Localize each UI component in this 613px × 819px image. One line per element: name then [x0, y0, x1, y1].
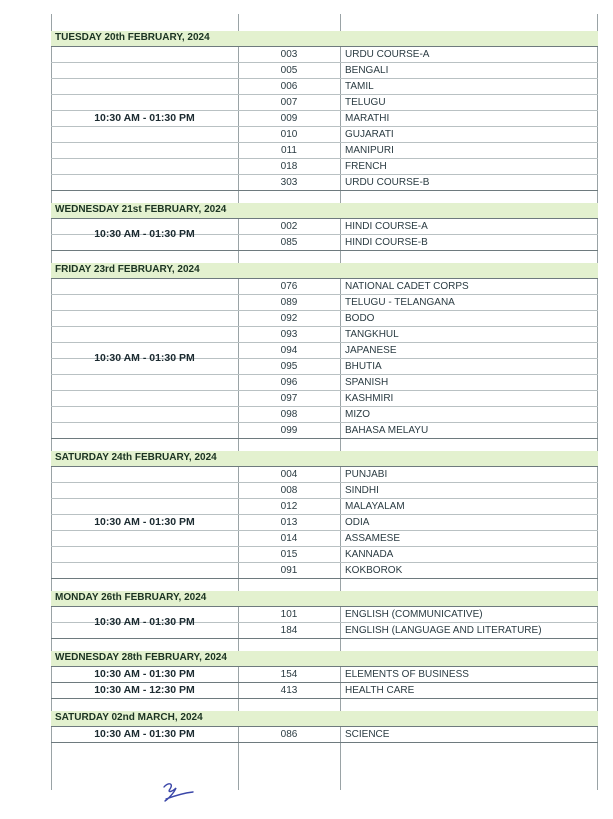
exam-code: 154 [280, 669, 298, 680]
day-label: SATURDAY 02nd MARCH, 2024 [55, 712, 203, 723]
day-header [51, 591, 598, 606]
row-rule [51, 466, 598, 467]
row-rule [51, 406, 598, 407]
day-header [51, 451, 598, 466]
subject-name: SINDHI [345, 485, 379, 496]
subject-name: URDU COURSE-A [345, 49, 430, 60]
exam-code: 010 [280, 129, 298, 140]
row-rule [51, 422, 598, 423]
row-rule [51, 78, 598, 79]
day-header [51, 711, 598, 726]
row-rule [51, 158, 598, 159]
exam-time: 10:30 AM - 01:30 PM [94, 112, 195, 124]
exam-code: 098 [280, 409, 298, 420]
signature-mark [160, 779, 196, 803]
row-rule [51, 578, 598, 579]
subject-name: FRENCH [345, 161, 387, 172]
exam-code: 091 [280, 565, 298, 576]
day-label: WEDNESDAY 21st FEBRUARY, 2024 [55, 204, 227, 215]
subject-name: PUNJABI [345, 469, 388, 480]
exam-code: 085 [280, 237, 298, 248]
subject-name: TELUGU [345, 97, 386, 108]
day-label: WEDNESDAY 28th FEBRUARY, 2024 [55, 652, 227, 663]
row-rule [51, 278, 598, 279]
day-label: SATURDAY 24th FEBRUARY, 2024 [55, 452, 217, 463]
exam-code: 007 [280, 97, 298, 108]
exam-code: 003 [280, 49, 298, 60]
exam-time: 10:30 AM - 12:30 PM [94, 684, 195, 696]
row-rule [51, 94, 598, 95]
day-header [51, 263, 598, 278]
subject-name: SPANISH [345, 377, 389, 388]
row-rule [51, 546, 598, 547]
exam-code: 005 [280, 65, 298, 76]
subject-name: BODO [345, 313, 375, 324]
exam-code: 009 [280, 113, 298, 124]
day-header [51, 651, 598, 666]
subject-name: MANIPURI [345, 145, 394, 156]
row-rule [51, 498, 598, 499]
subject-name: BHUTIA [345, 361, 382, 372]
exam-time: 10:30 AM - 01:30 PM [94, 516, 195, 528]
subject-name: ODIA [345, 517, 370, 528]
exam-code: 101 [280, 609, 298, 620]
row-rule [51, 326, 598, 327]
subject-name: TANGKHUL [345, 329, 399, 340]
row-rule [51, 666, 598, 667]
subject-name: JAPANESE [345, 345, 397, 356]
exam-code: 012 [280, 501, 298, 512]
exam-code: 018 [280, 161, 298, 172]
row-rule [51, 46, 598, 47]
day-label: MONDAY 26th FEBRUARY, 2024 [55, 592, 207, 603]
row-rule [51, 514, 598, 515]
exam-code: 095 [280, 361, 298, 372]
subject-name: SCIENCE [345, 729, 390, 740]
row-rule [51, 294, 598, 295]
row-rule [51, 482, 598, 483]
exam-code: 184 [280, 625, 298, 636]
exam-code: 097 [280, 393, 298, 404]
row-rule [51, 374, 598, 375]
row-rule [51, 698, 598, 699]
row-rule [51, 174, 598, 175]
column-rule-code [340, 14, 341, 790]
row-rule [51, 218, 598, 219]
subject-name: HINDI COURSE-A [345, 221, 428, 232]
column-rule-time [238, 14, 239, 790]
exam-time: 10:30 AM - 01:30 PM [94, 728, 195, 740]
exam-code: 413 [280, 685, 298, 696]
row-rule [51, 562, 598, 563]
row-rule [51, 190, 598, 191]
subject-name: TELUGU - TELANGANA [345, 297, 455, 308]
exam-time: 10:30 AM - 01:30 PM [94, 616, 195, 628]
day-label: TUESDAY 20th FEBRUARY, 2024 [55, 32, 210, 43]
row-rule [51, 530, 598, 531]
subject-name: HEALTH CARE [345, 685, 415, 696]
subject-name: KASHMIRI [345, 393, 394, 404]
row-rule [51, 390, 598, 391]
subject-name: MIZO [345, 409, 370, 420]
subject-name: URDU COURSE-B [345, 177, 430, 188]
exam-code: 092 [280, 313, 298, 324]
row-rule [51, 606, 598, 607]
exam-code: 002 [280, 221, 298, 232]
exam-code: 014 [280, 533, 298, 544]
exam-code: 015 [280, 549, 298, 560]
row-rule [51, 638, 598, 639]
row-rule [51, 126, 598, 127]
exam-code: 004 [280, 469, 298, 480]
subject-name: BENGALI [345, 65, 389, 76]
exam-code: 093 [280, 329, 298, 340]
row-rule [51, 742, 598, 743]
day-header [51, 203, 598, 218]
exam-code: 011 [281, 145, 297, 156]
subject-name: ASSAMESE [345, 533, 401, 544]
subject-name: ENGLISH (COMMUNICATIVE) [345, 609, 483, 620]
subject-name: TAMIL [345, 81, 374, 92]
exam-time: 10:30 AM - 01:30 PM [94, 352, 195, 364]
exam-code: 089 [280, 297, 298, 308]
exam-time: 10:30 AM - 01:30 PM [94, 668, 195, 680]
exam-code: 008 [280, 485, 298, 496]
day-header [51, 31, 598, 46]
exam-code: 006 [280, 81, 298, 92]
subject-name: ENGLISH (LANGUAGE AND LITERATURE) [345, 625, 542, 636]
exam-code: 094 [280, 345, 298, 356]
subject-name: KOKBOROK [345, 565, 403, 576]
exam-code: 096 [280, 377, 298, 388]
exam-code: 086 [280, 729, 298, 740]
row-rule [51, 726, 598, 727]
subject-name: MARATHI [345, 113, 390, 124]
subject-name: NATIONAL CADET CORPS [345, 281, 469, 292]
subject-name: BAHASA MELAYU [345, 425, 429, 436]
row-rule [51, 682, 598, 683]
subject-name: MALAYALAM [345, 501, 405, 512]
subject-name: GUJARATI [345, 129, 394, 140]
row-rule [51, 110, 598, 111]
row-rule [51, 250, 598, 251]
column-rule-right [597, 14, 598, 790]
row-rule [51, 62, 598, 63]
exam-code: 076 [280, 281, 298, 292]
row-rule [51, 310, 598, 311]
day-label: FRIDAY 23rd FEBRUARY, 2024 [55, 264, 200, 275]
exam-code: 099 [280, 425, 298, 436]
exam-time: 10:30 AM - 01:30 PM [94, 228, 195, 240]
row-rule [51, 438, 598, 439]
row-rule [51, 342, 598, 343]
exam-code: 013 [280, 517, 298, 528]
subject-name: KANNADA [345, 549, 394, 560]
row-rule [51, 142, 598, 143]
exam-code: 303 [280, 177, 298, 188]
subject-name: ELEMENTS OF BUSINESS [345, 669, 469, 680]
subject-name: HINDI COURSE-B [345, 237, 428, 248]
